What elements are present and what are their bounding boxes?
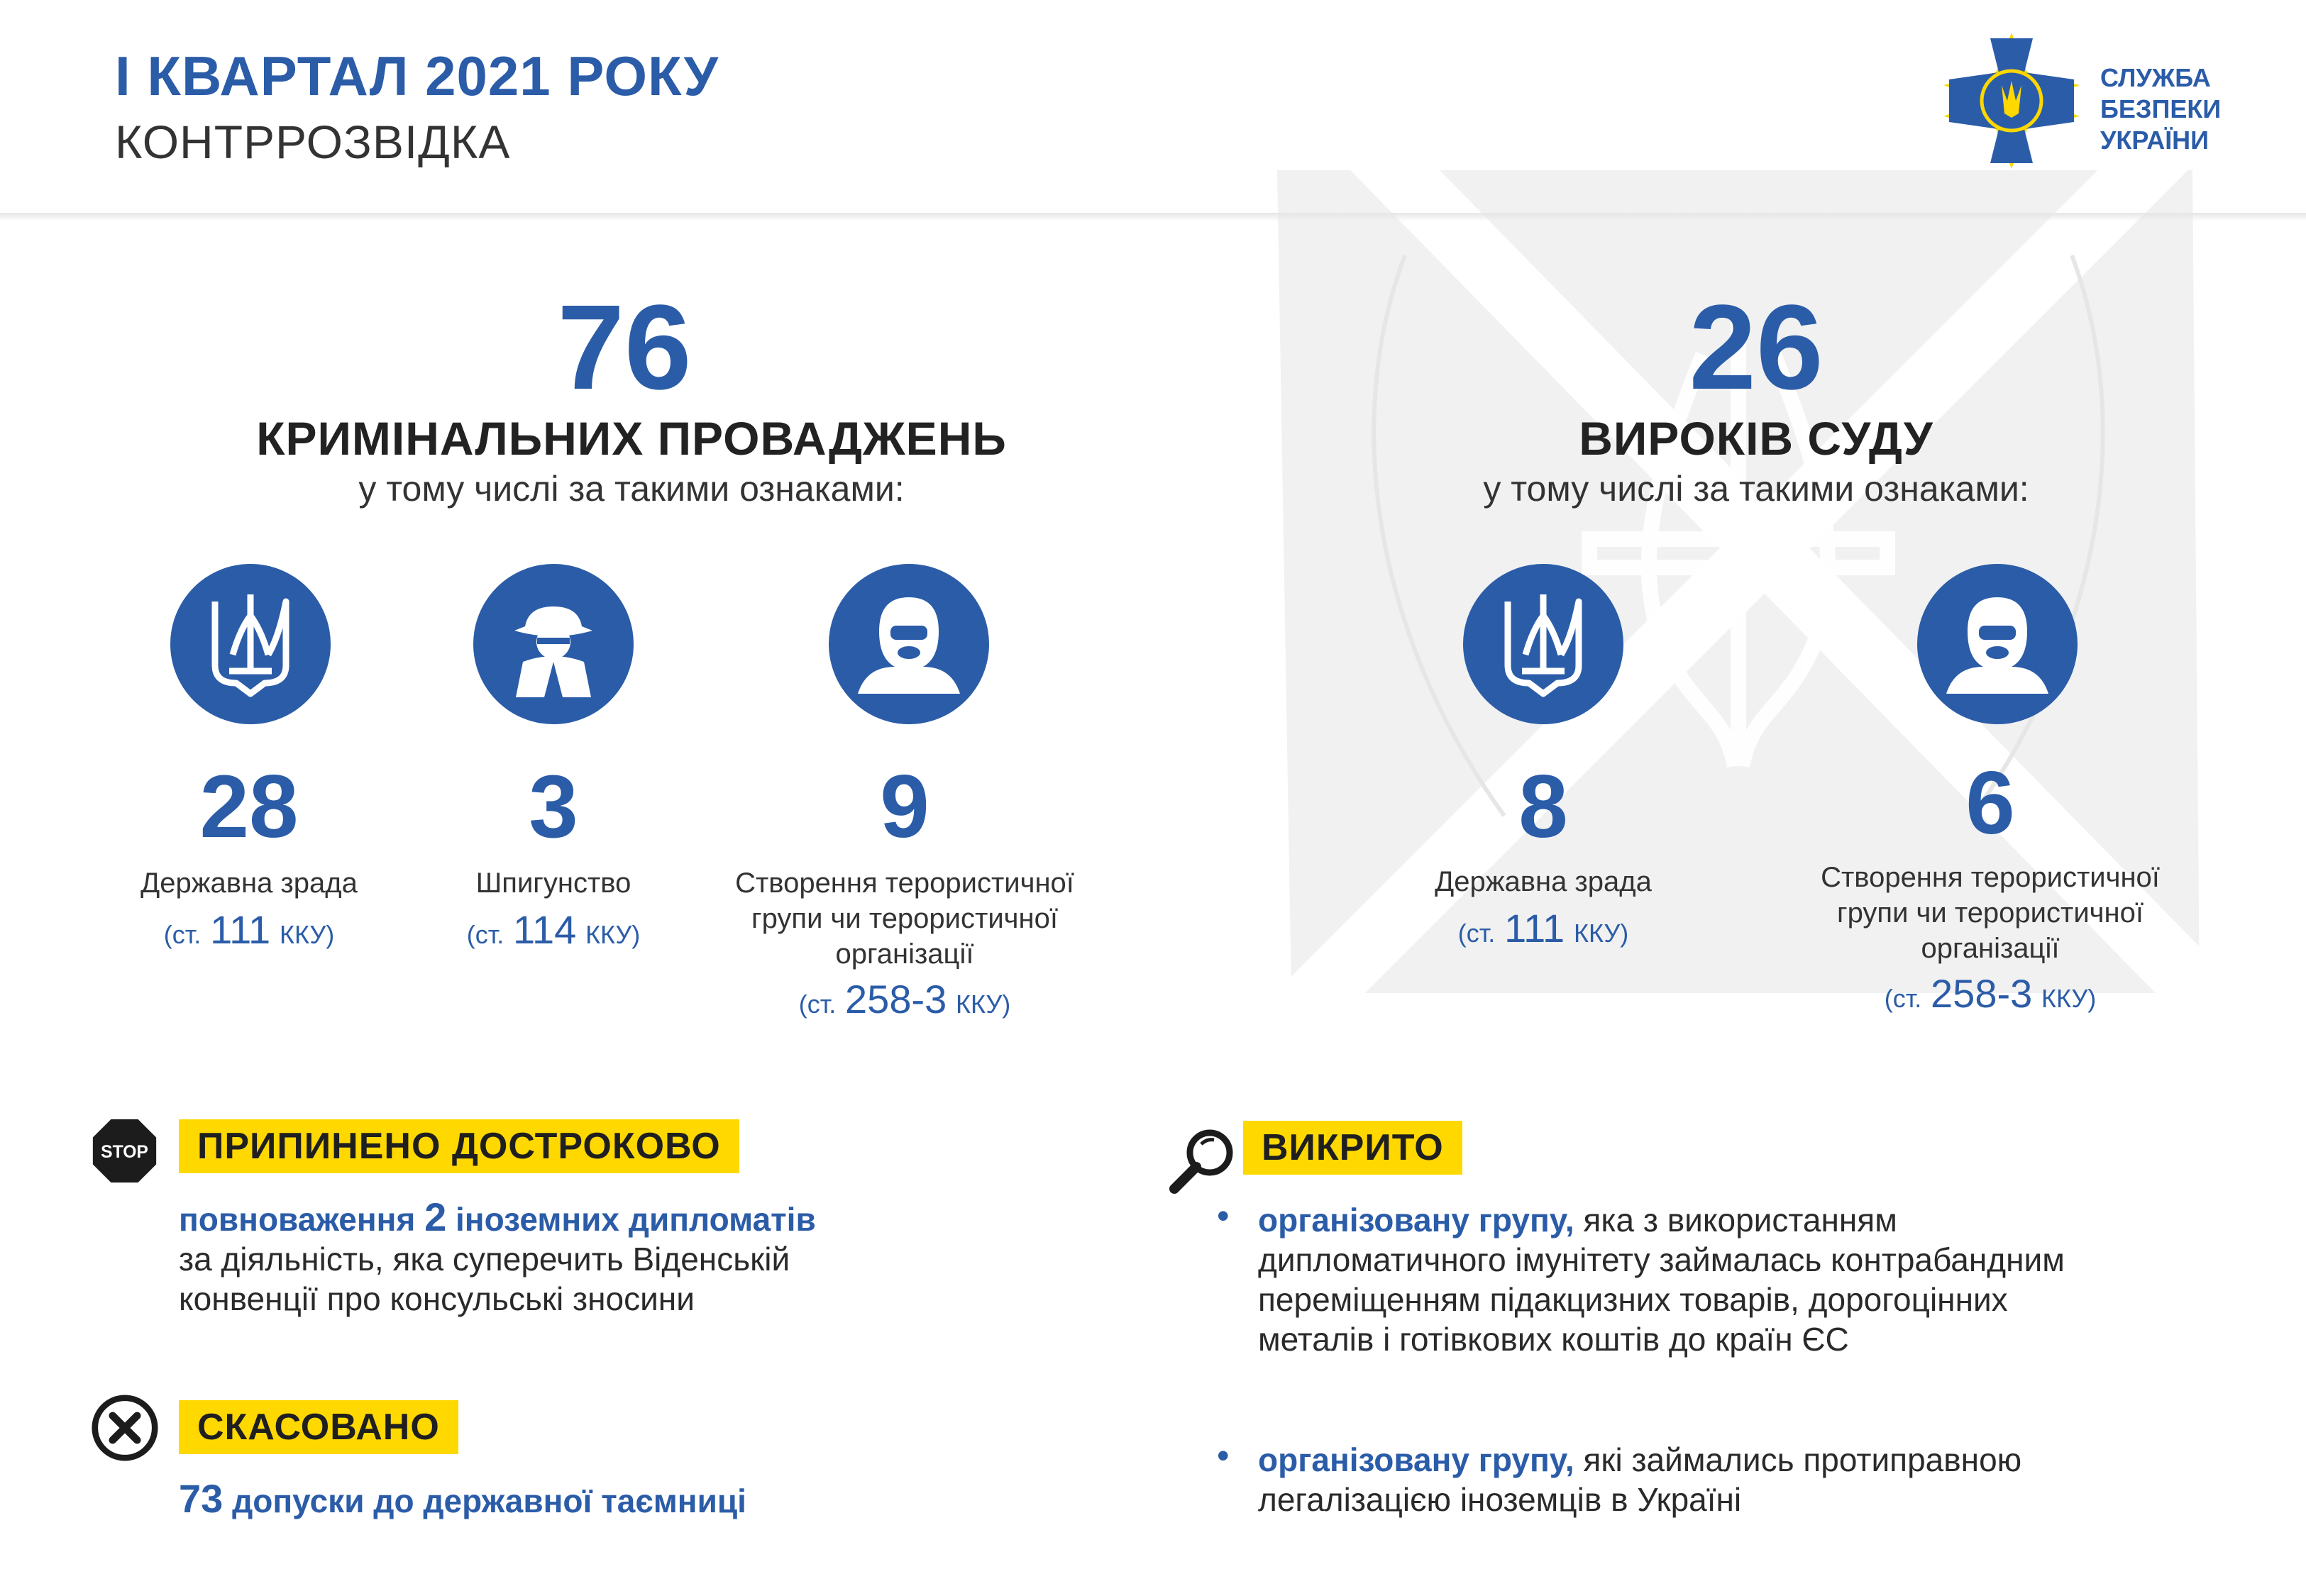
trident-icon: [1494, 587, 1593, 701]
magnifier-icon: [1167, 1124, 1238, 1195]
court-verdicts-heading: ВИРОКІВ СУДУ: [1579, 412, 1933, 465]
logo-line: БЕЗПЕКИ: [2100, 94, 2222, 123]
cancelled-badge: СКАСОВАНО: [179, 1400, 458, 1454]
exposed-badge: ВИКРИТО: [1243, 1121, 1462, 1175]
cancelled-text: 73 допуски до державної таємниці: [179, 1476, 746, 1521]
cancel-x-icon: [91, 1394, 159, 1462]
treason-circle: [170, 564, 331, 724]
terrorism-circle: [829, 564, 989, 724]
stop-sign-icon: [91, 1117, 158, 1185]
court-verdicts-total: 26: [1689, 280, 1824, 415]
verdict-treason-circle: [1463, 564, 1623, 724]
verdict-treason-count: 8: [1518, 758, 1568, 856]
sbu-logo-icon: [1941, 30, 2082, 172]
terrorism-label: Створення терористичної групи чи терористичної організації: [735, 868, 1074, 970]
treason-article: (ст. 111 ККУ): [163, 907, 335, 952]
verdict-terrorism-article: (ст. 258-3 ККУ): [1884, 971, 2097, 1016]
verdict-terrorism-count: 6: [1965, 754, 2015, 853]
exposed-bullet: • організовану групу, яка з використанням дипломатичного імунітету займалась контрабандним переміщенням підакцизних товарів, дорогоцінних металів і готівкових коштів до країн ЄС: [1217, 1196, 2065, 1358]
verdict-terrorism-circle: [1917, 564, 2078, 724]
terrorism-count: 9: [880, 758, 929, 856]
verdict-treason-label: Державна зрада: [1435, 866, 1652, 897]
balaclava-icon: [852, 587, 966, 701]
court-verdicts-subheading: у тому числі за такими ознаками:: [1483, 469, 2029, 509]
treason-count: 28: [199, 758, 299, 856]
espionage-label: Шпигунство: [475, 868, 631, 899]
espionage-count: 3: [529, 758, 578, 856]
page-title: І КВАРТАЛ 2021 РОКУ: [115, 45, 719, 107]
espionage-circle: [473, 564, 634, 724]
logo-text: [2100, 62, 2221, 156]
page-subtitle: КОНТРРОЗВІДКА: [115, 116, 511, 168]
balaclava-icon: [1941, 587, 2054, 701]
criminal-cases-heading: КРИМІНАЛЬНИХ ПРОВАДЖЕНЬ: [256, 412, 1007, 465]
criminal-cases-subheading: у тому числі за такими ознаками:: [358, 469, 905, 509]
verdict-terrorism-label: Створення терористичної групи чи терористичної організації: [1821, 862, 2160, 964]
espionage-article: (ст. 114 ККУ): [466, 907, 641, 952]
treason-label: Державна зрада: [140, 868, 358, 899]
verdict-treason-article: (ст. 111 ККУ): [1457, 906, 1629, 951]
stopped-badge: ПРИПИНЕНО ДОСТРОКОВО: [179, 1119, 739, 1173]
logo-line: УКРАЇНИ: [2100, 126, 2210, 155]
logo-line: СЛУЖБА: [2100, 63, 2211, 92]
stopped-text: повноваження 2 іноземних дипломатів за діяльність, яка суперечить Віденській конвенції про консульські зносини: [179, 1195, 816, 1317]
spy-icon: [500, 591, 607, 697]
header-divider: [0, 213, 2306, 221]
trident-icon: [201, 587, 300, 701]
svg-text:STOP: STOP: [101, 1143, 148, 1162]
terrorism-article: (ст. 258-3 ККУ): [798, 977, 1011, 1021]
criminal-cases-total: 76: [557, 280, 692, 415]
exposed-bullet: • організовану групу, які займались протиправною легалізацією іноземців в Україні: [1217, 1436, 2022, 1518]
